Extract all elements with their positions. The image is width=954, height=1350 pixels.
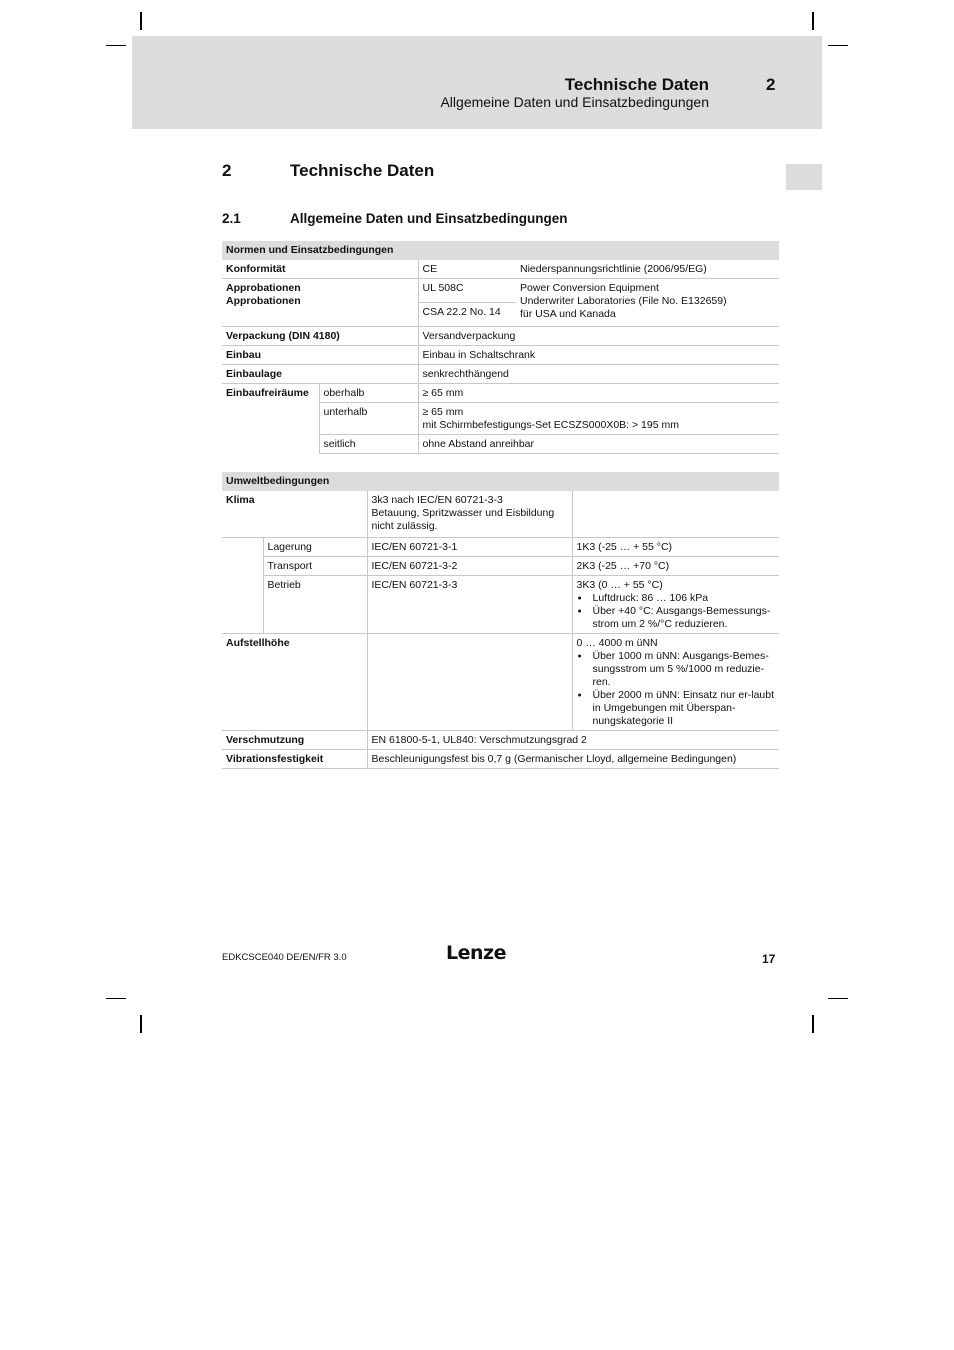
row-label: Verpackung (DIN 4180) — [222, 327, 418, 346]
sub-label: Transport — [263, 557, 367, 576]
cell-value: ≥ 65 mm — [418, 384, 779, 403]
lenze-logo: Lenze — [446, 942, 506, 964]
table-row — [222, 260, 779, 279]
table-row — [222, 365, 779, 384]
cell-line: nicht zulässig. — [371, 520, 438, 532]
cell-line: für USA und Kanada — [520, 308, 616, 320]
table-row — [222, 538, 779, 557]
cell-norm: IEC/EN 60721-3-2 — [367, 557, 572, 576]
cell-norm: IEC/EN 60721-3-1 — [367, 538, 572, 557]
table-heading-row — [222, 241, 779, 260]
header-subtitle: Allgemeine Daten und Einsatzbedingungen — [440, 94, 709, 110]
row-label: Klima — [222, 491, 367, 538]
document-code: EDKCSCE040 DE/EN/FR 3.0 — [222, 952, 347, 963]
table-umweltbedingungen — [222, 472, 779, 769]
cell-value: Beschleunigungsfest bis 0,7 g (Germanischer Lloyd, allgemeine Bedingungen) — [367, 750, 779, 769]
table-row — [222, 384, 779, 403]
crop-mark — [106, 45, 126, 46]
cell-value: 2K3 (-25 … +70 °C) — [572, 557, 779, 576]
cell-line: 3k3 nach IEC/EN 60721-3-3 — [371, 494, 503, 506]
bullet-item: ● Über 2000 m üNN: Einsatz nur er-laubt in Umgebungen mit Überspan-nungskategorie II — [577, 689, 776, 728]
crop-mark — [106, 998, 126, 999]
cell-value — [418, 403, 779, 435]
indent-cell — [222, 538, 263, 557]
sub-label: seitlich — [319, 435, 418, 454]
page-header — [132, 36, 822, 129]
subsection-title: Allgemeine Daten und Einsatzbedingungen — [290, 211, 568, 226]
cell-value: ohne Abstand anreihbar — [418, 435, 779, 454]
crop-mark — [140, 12, 142, 30]
crop-mark — [812, 1015, 814, 1033]
cell-value: Einbau in Schaltschrank — [418, 346, 779, 365]
table-normen-einsatzbedingungen — [222, 241, 779, 454]
row-label: Einbaulage — [222, 365, 418, 384]
crop-mark — [828, 998, 848, 999]
subsection-number: 2.1 — [222, 211, 241, 226]
cell-value — [572, 634, 779, 731]
bullet-item: ● Luftdruck: 86 … 106 kPa — [577, 592, 776, 605]
row-label — [222, 279, 418, 327]
cell-value: senkrechthängend — [418, 365, 779, 384]
table-heading: Umweltbedingungen — [222, 472, 779, 491]
cell-code: CE — [418, 260, 516, 279]
table-row — [222, 327, 779, 346]
section-number: 2 — [222, 161, 232, 180]
table-row — [222, 731, 779, 750]
bullet-item: ● Über +40 °C: Ausgangs-Bemessungs-strom um 2 %/°C reduzieren. — [577, 605, 776, 631]
indent-cell — [222, 576, 263, 634]
cell-line: mit Schirmbefestigungs-Set ECSZS000X0B: > 195 mm — [422, 419, 679, 431]
header-chapter-number: 2 — [766, 75, 776, 94]
bullet-item: ● Über 1000 m üNN: Ausgangs-Bemes-sungsstrom um 5 %/1000 m reduzie-ren. — [577, 650, 776, 689]
chapter-tab-marker — [786, 164, 822, 190]
page-number: 17 — [762, 952, 776, 966]
cell-empty — [572, 491, 779, 538]
header-title: Technische Daten — [564, 75, 709, 94]
table-row — [222, 491, 779, 538]
cell-value — [516, 279, 779, 327]
bullet-list — [577, 650, 776, 728]
row-label: Vibrationsfestigkeit — [222, 750, 367, 769]
section-title: Technische Daten — [290, 161, 435, 180]
crop-mark — [140, 1015, 142, 1033]
table-row — [222, 634, 779, 731]
table-heading-row — [222, 472, 779, 491]
crop-mark — [828, 45, 848, 46]
cell-code: CSA 22.2 No. 14 — [418, 303, 516, 327]
row-label: Einbau — [222, 346, 418, 365]
cell-code: UL 508C — [418, 279, 516, 303]
row-label: Konformität — [222, 260, 418, 279]
row-label-line: Approbationen — [226, 295, 301, 307]
cell-line: ≥ 65 mm — [422, 406, 464, 418]
row-label: Verschmutzung — [222, 731, 367, 750]
cell-line: 3K3 (0 … + 55 °C) — [576, 579, 663, 591]
cell-value: Versandverpackung — [418, 327, 779, 346]
cell-line: 0 … 4000 m üNN — [576, 637, 658, 649]
table-row — [222, 557, 779, 576]
table-row — [222, 750, 779, 769]
cell-value — [367, 491, 572, 538]
sub-label: unterhalb — [319, 403, 418, 435]
cell-line: Betauung, Spritzwasser und Eisbildung — [371, 507, 555, 519]
cell-value: 1K3 (-25 … + 55 °C) — [572, 538, 779, 557]
row-label-line: Approbationen — [226, 282, 301, 294]
sub-label: Lagerung — [263, 538, 367, 557]
cell-value: Niederspannungsrichtlinie (2006/95/EG) — [516, 260, 779, 279]
table-row — [222, 279, 779, 303]
cell-value: EN 61800-5-1, UL840: Verschmutzungsgrad 2 — [367, 731, 779, 750]
cell-norm: IEC/EN 60721-3-3 — [367, 576, 572, 634]
crop-mark — [812, 12, 814, 30]
cell-line: Power Conversion Equipment — [520, 282, 659, 294]
sub-label: oberhalb — [319, 384, 418, 403]
bullet-list — [577, 592, 776, 631]
row-label: Einbaufreiräume — [226, 387, 309, 399]
cell-empty — [367, 634, 572, 731]
cell-value — [572, 576, 779, 634]
table-row — [222, 576, 779, 634]
row-label: Aufstellhöhe — [222, 634, 367, 731]
indent-cell — [222, 557, 263, 576]
cell-line: Underwriter Laboratories (File No. E132659) — [520, 295, 727, 307]
table-heading: Normen und Einsatzbedingungen — [222, 241, 779, 260]
table-row — [222, 346, 779, 365]
sub-label: Betrieb — [263, 576, 367, 634]
